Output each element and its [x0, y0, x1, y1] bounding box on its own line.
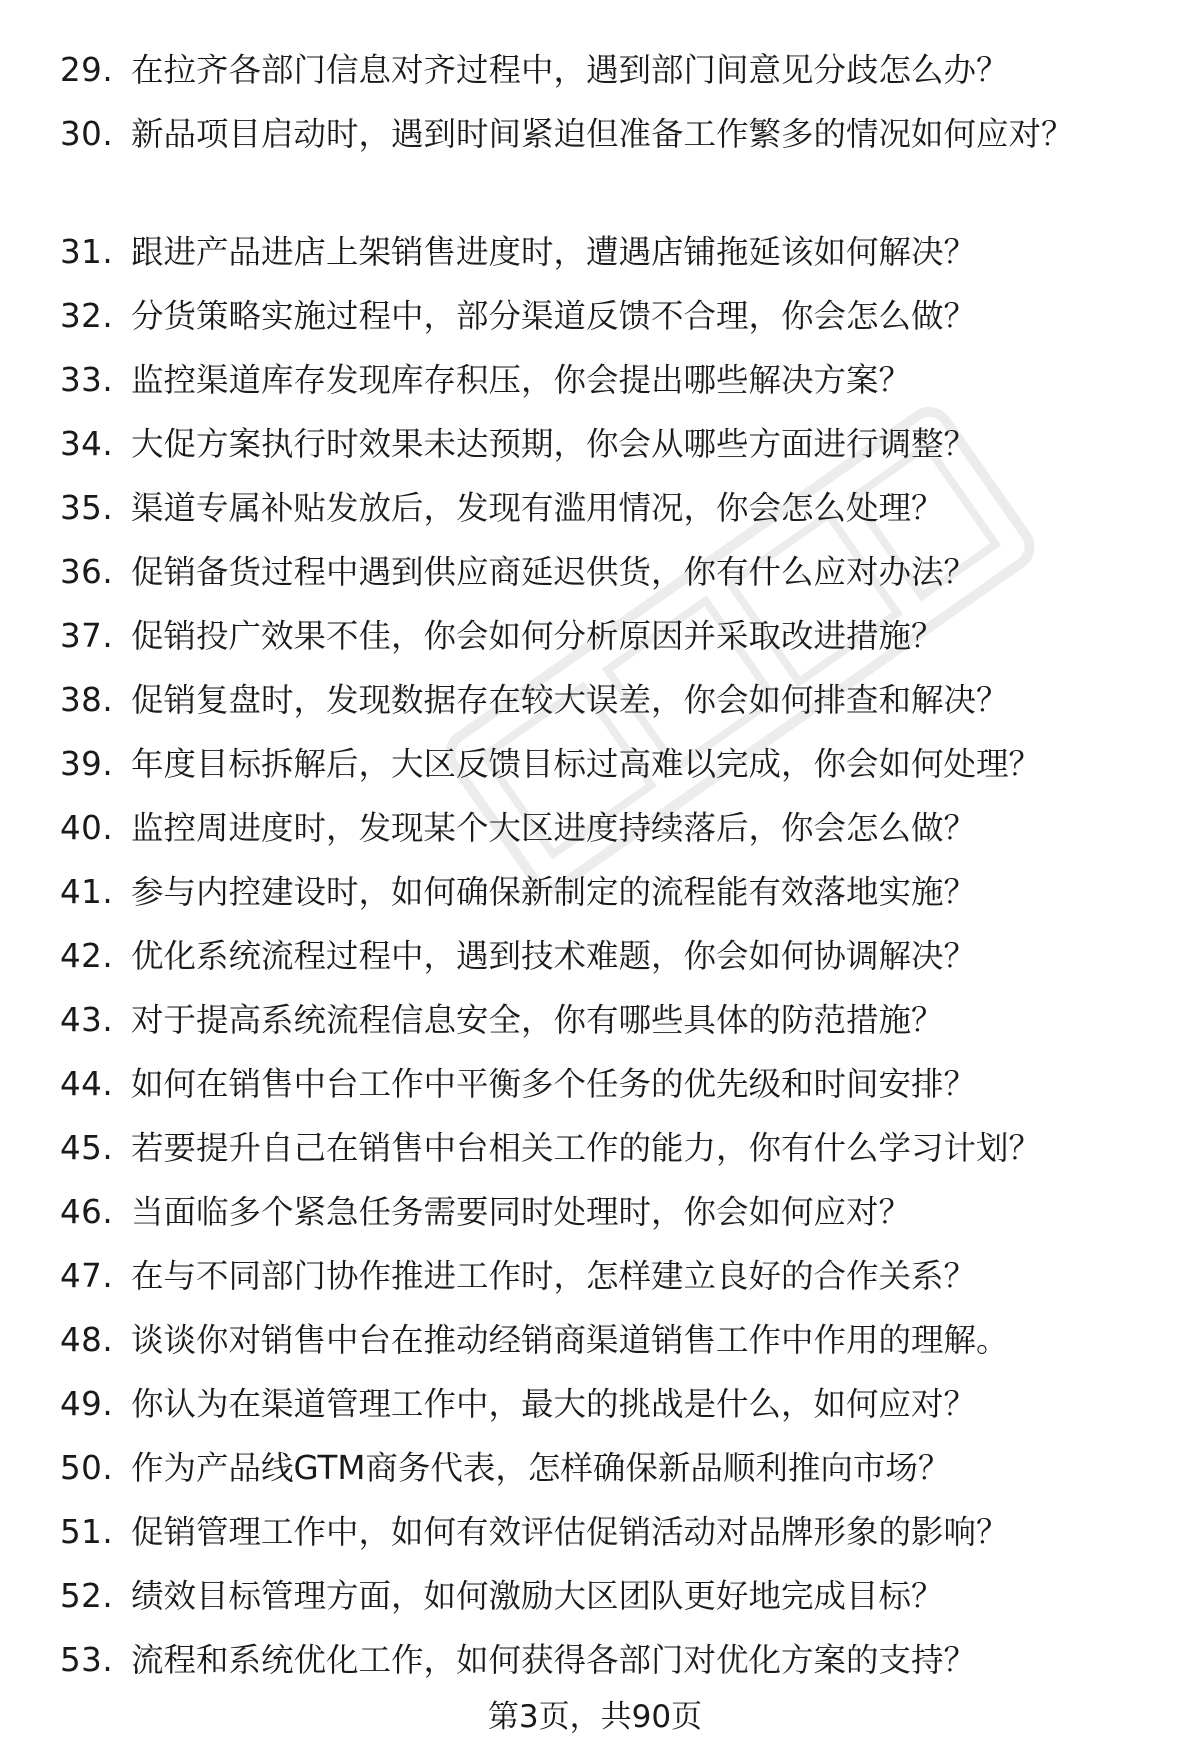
- list-item: [0, 1244, 1190, 1308]
- question-number: 51.: [60, 1513, 114, 1551]
- list-item: [0, 1180, 1190, 1244]
- question-number: 36.: [60, 553, 114, 591]
- list-item: [0, 412, 1190, 476]
- question-number: 46.: [60, 1193, 114, 1231]
- question-text: 对于提高系统流程信息安全，你有哪些具体的防范措施？: [131, 1001, 944, 1039]
- question-number: 44.: [60, 1065, 114, 1103]
- list-item: [0, 1564, 1190, 1628]
- question-text: 跟进产品进店上架销售进度时，遭遇店铺拖延该如何解决？: [131, 233, 977, 271]
- question-number: 35.: [60, 489, 114, 527]
- list-item: [0, 988, 1190, 1052]
- list-item: [0, 1372, 1190, 1436]
- question-number: 33.: [60, 361, 114, 399]
- question-number: 34.: [60, 425, 114, 463]
- list-item: [0, 1308, 1190, 1372]
- page-number-label: 第3页，共90页: [487, 1699, 703, 1735]
- list-item: [0, 284, 1190, 348]
- list-item: [0, 1500, 1190, 1564]
- question-number: 47.: [60, 1257, 114, 1295]
- question-text: 作为产品线GTM商务代表，怎样确保新品顺利推向市场？: [131, 1449, 951, 1487]
- list-item: [0, 668, 1190, 732]
- question-text: 促销投广效果不佳，你会如何分析原因并采取改进措施？: [131, 617, 944, 655]
- question-text: 在与不同部门协作推进工作时，怎样建立良好的合作关系？: [131, 1257, 977, 1295]
- list-item: [0, 796, 1190, 860]
- question-number: 41.: [60, 873, 114, 911]
- list-item: [0, 1436, 1190, 1500]
- question-text: 促销备货过程中遇到供应商延迟供货，你有什么应对办法？: [131, 553, 977, 591]
- question-number: 48.: [60, 1321, 114, 1359]
- question-text: 促销管理工作中，如何有效评估促销活动对品牌形象的影响？: [131, 1513, 1009, 1551]
- question-number: 38.: [60, 681, 114, 719]
- page-footer: [0, 1697, 1190, 1737]
- question-text: 当面临多个紧急任务需要同时处理时，你会如何应对？: [131, 1193, 912, 1231]
- question-number: 42.: [60, 937, 114, 975]
- list-item: [0, 860, 1190, 924]
- question-text: 参与内控建设时，如何确保新制定的流程能有效落地实施？: [131, 873, 977, 911]
- question-number: 53.: [60, 1641, 114, 1679]
- question-list: [0, 38, 1190, 1692]
- list-item: [0, 38, 1190, 102]
- question-text: 若要提升自己在销售中台相关工作的能力，你有什么学习计划？: [131, 1129, 1042, 1167]
- question-text: 年度目标拆解后，大区反馈目标过高难以完成，你会如何处理？: [131, 745, 1042, 783]
- question-number: 43.: [60, 1001, 114, 1039]
- list-item: [0, 732, 1190, 796]
- list-item: [0, 540, 1190, 604]
- question-text: 流程和系统优化工作，如何获得各部门对优化方案的支持？: [131, 1641, 977, 1679]
- question-number: 45.: [60, 1129, 114, 1167]
- list-item: [0, 476, 1190, 540]
- list-item: [0, 924, 1190, 988]
- question-text: 优化系统流程过程中，遇到技术难题，你会如何协调解决？: [131, 937, 977, 975]
- question-text: 你认为在渠道管理工作中，最大的挑战是什么，如何应对？: [131, 1385, 977, 1423]
- list-item: [0, 220, 1190, 284]
- question-number: 39.: [60, 745, 114, 783]
- question-number: 40.: [60, 809, 114, 847]
- question-text: 绩效目标管理方面，如何激励大区团队更好地完成目标？: [131, 1577, 944, 1615]
- question-text: 谈谈你对销售中台在推动经销商渠道销售工作中作用的理解。: [131, 1321, 1009, 1359]
- question-number: 32.: [60, 297, 114, 335]
- question-number: 37.: [60, 617, 114, 655]
- question-number: 31.: [60, 233, 114, 271]
- list-item: [0, 1052, 1190, 1116]
- question-number: 30.: [60, 115, 114, 153]
- question-number: 49.: [60, 1385, 114, 1423]
- question-text: 渠道专属补贴发放后，发现有滥用情况，你会怎么处理？: [131, 489, 944, 527]
- list-item: [0, 604, 1190, 668]
- question-text: 促销复盘时，发现数据存在较大误差，你会如何排查和解决？: [131, 681, 1009, 719]
- question-number: 52.: [60, 1577, 114, 1615]
- list-item: [0, 1116, 1190, 1180]
- question-number: 29.: [60, 51, 114, 89]
- question-text: 监控周进度时，发现某个大区进度持续落后，你会怎么做？: [131, 809, 977, 847]
- list-item: [0, 102, 1190, 220]
- question-text: 如何在销售中台工作中平衡多个任务的优先级和时间安排？: [131, 1065, 977, 1103]
- question-text: 监控渠道库存发现库存积压，你会提出哪些解决方案？: [131, 361, 912, 399]
- list-item: [0, 1628, 1190, 1692]
- question-number: 50.: [60, 1449, 114, 1487]
- list-item: [0, 348, 1190, 412]
- question-text: 新品项目启动时，遇到时间紧迫但准备工作繁多的情况如何应对？: [131, 115, 1074, 153]
- question-text: 分货策略实施过程中，部分渠道反馈不合理，你会怎么做？: [131, 297, 977, 335]
- question-text: 大促方案执行时效果未达预期，你会从哪些方面进行调整？: [131, 425, 977, 463]
- question-text: 在拉齐各部门信息对齐过程中，遇到部门间意见分歧怎么办？: [131, 51, 1009, 89]
